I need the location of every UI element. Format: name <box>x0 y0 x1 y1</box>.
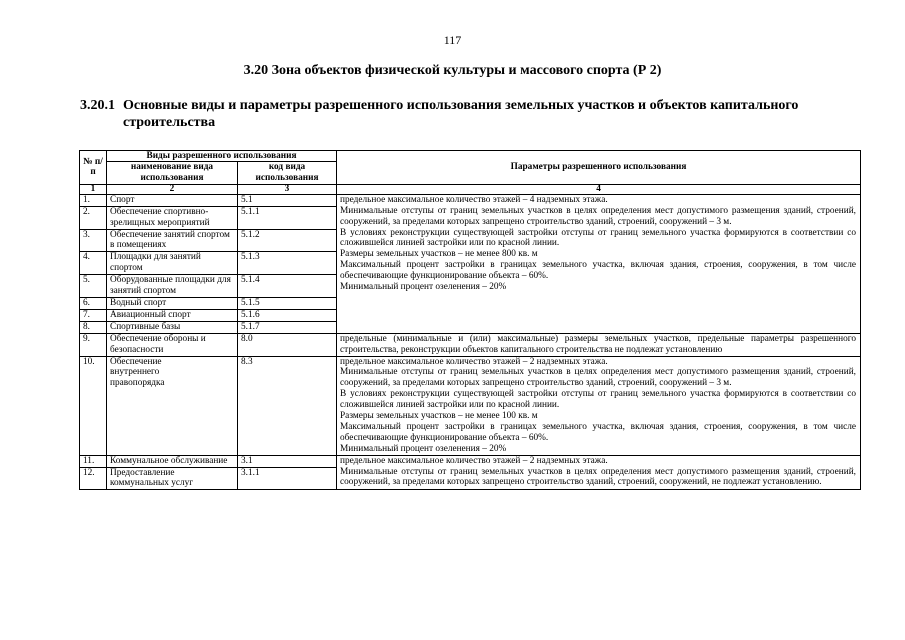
param-line: предельные (минимальные и (или) максимальные) размеры земельных участков, предельные параметры разрешенного строительства, реконструкции объектов капитального строительства не подлежат установлению <box>340 333 857 355</box>
regulations-table <box>79 150 861 490</box>
row-num: 5. <box>80 275 107 298</box>
param-line: Размеры земельных участков – не менее 800 кв. м <box>340 249 538 260</box>
row-code: 5.1.4 <box>238 275 337 298</box>
header-code: код вида использования <box>238 162 337 185</box>
row-code: 8.0 <box>238 333 337 356</box>
row-code: 5.1.5 <box>238 297 337 309</box>
row-name: Площадки для занятий спортом <box>107 252 238 275</box>
row-name: Водный спорт <box>107 297 238 309</box>
page-number: 117 <box>443 33 462 47</box>
params-cell-lawenforcement <box>337 356 861 455</box>
row-num: 4. <box>80 252 107 275</box>
row-name: Обеспечение обороны и безопасности <box>107 333 238 356</box>
row-code: 5.1.6 <box>238 309 337 321</box>
row-num: 8. <box>80 321 107 333</box>
row-name: Обеспечение внутреннего правопорядка <box>107 356 238 455</box>
param-line: Размеры земельных участков – не менее 100 кв. м <box>340 411 538 422</box>
param-line: Минимальные отступы от границ земельных участков в целях определения мест допустимого размещения зданий, строений, сооружений, за пределами которых запрещено строительство зданий, строений, сооружений, не подлежат установлению. <box>340 466 857 488</box>
param-line: предельное максимальное количество этажей – 4 надземных этажа. <box>340 194 608 205</box>
param-line: предельное максимальное количество этажей – 2 надземных этажа. <box>340 455 608 466</box>
param-line: Минимальные отступы от границ земельных участков в целях определения мест допустимого размещения зданий, строений, сооружений, за пределами которых запрещено строительство зданий, строений, сооружений – 3 м. <box>340 367 857 389</box>
param-line: В условиях реконструкции существующей застройки отступы от границ земельного участка формируются в соответствии со сложившейся линией застройки или по красной линии. <box>340 227 857 249</box>
row-num: 10. <box>80 356 107 455</box>
params-cell-sport <box>337 194 861 333</box>
row-code: 5.1.2 <box>238 229 337 252</box>
column-number: 1 <box>80 184 107 194</box>
section-heading <box>80 97 870 131</box>
param-line: предельное максимальное количество этажей – 2 надземных этажа. <box>340 356 608 367</box>
header-num: № п/п <box>80 151 107 185</box>
row-num: 12. <box>80 467 107 490</box>
section-number: 3.20.1 <box>80 98 115 113</box>
regulations-table-container <box>79 150 860 490</box>
param-line: В условиях реконструкции существующей застройки отступы от границ земельного участка формируются в соответствии со сложившейся линией застройки или по красной линии. <box>340 389 857 411</box>
row-num: 6. <box>80 297 107 309</box>
param-line: Максимальный процент застройки в границах земельного участка, включая здания, строения, сооружения, в том числе обеспечивающие функционирование объекта – 60%. <box>340 260 857 282</box>
row-name: Оборудованные площадки для занятий спортом <box>107 275 238 298</box>
row-name: Обеспечение занятий спортом в помещениях <box>107 229 238 252</box>
row-name: Обеспечение спортивно-зрелищных мероприятий <box>107 206 238 229</box>
row-name: Авиационный спорт <box>107 309 238 321</box>
zone-title: 3.20 Зона объектов физической культуры и массового спорта (Р 2) <box>243 63 662 78</box>
param-line: Минимальные отступы от границ земельных участков в целях определения мест допустимого размещения зданий, строений, сооружений, за пределами которых запрещено строительство зданий, строений, сооружений – 3 м. <box>340 205 857 227</box>
row-name: Предоставление коммунальных услуг <box>107 467 238 490</box>
param-line: Максимальный процент застройки в границах земельного участка, включая здания, строения, сооружения, в том числе обеспечивающие функционирование объекта – 60%. <box>340 421 857 443</box>
row-code: 5.1.1 <box>238 206 337 229</box>
row-code: 3.1.1 <box>238 467 337 490</box>
row-name: Спортивные базы <box>107 321 238 333</box>
row-code: 3.1 <box>238 455 337 467</box>
table-row <box>80 455 861 467</box>
table-row <box>80 333 861 356</box>
params-cell-defense <box>337 333 861 356</box>
column-number: 3 <box>238 184 337 194</box>
header-types-group: Виды разрешенного использования <box>107 151 337 162</box>
row-num: 7. <box>80 309 107 321</box>
row-name: Спорт <box>107 194 238 206</box>
row-code: 5.1.7 <box>238 321 337 333</box>
param-line: Минимальный процент озеленения – 20% <box>340 443 507 454</box>
section-title: Основные виды и параметры разрешенного использования земельных участков и объектов капитального строительства <box>123 98 799 130</box>
row-num: 1. <box>80 194 107 206</box>
row-num: 3. <box>80 229 107 252</box>
header-name: наименование вида использования <box>107 162 238 185</box>
row-num: 9. <box>80 333 107 356</box>
row-num: 2. <box>80 206 107 229</box>
column-number: 2 <box>107 184 238 194</box>
row-name: Коммунальное обслуживание <box>107 455 238 467</box>
table-row <box>80 194 861 206</box>
column-number: 4 <box>337 184 861 194</box>
row-code: 5.1 <box>238 194 337 206</box>
row-code: 8.3 <box>238 356 337 455</box>
row-num: 11. <box>80 455 107 467</box>
params-cell-utilities <box>337 455 861 490</box>
row-code: 5.1.3 <box>238 252 337 275</box>
param-line: Минимальный процент озеленения – 20% <box>340 282 507 293</box>
table-row <box>80 356 861 455</box>
header-params: Параметры разрешенного использования <box>337 151 861 185</box>
